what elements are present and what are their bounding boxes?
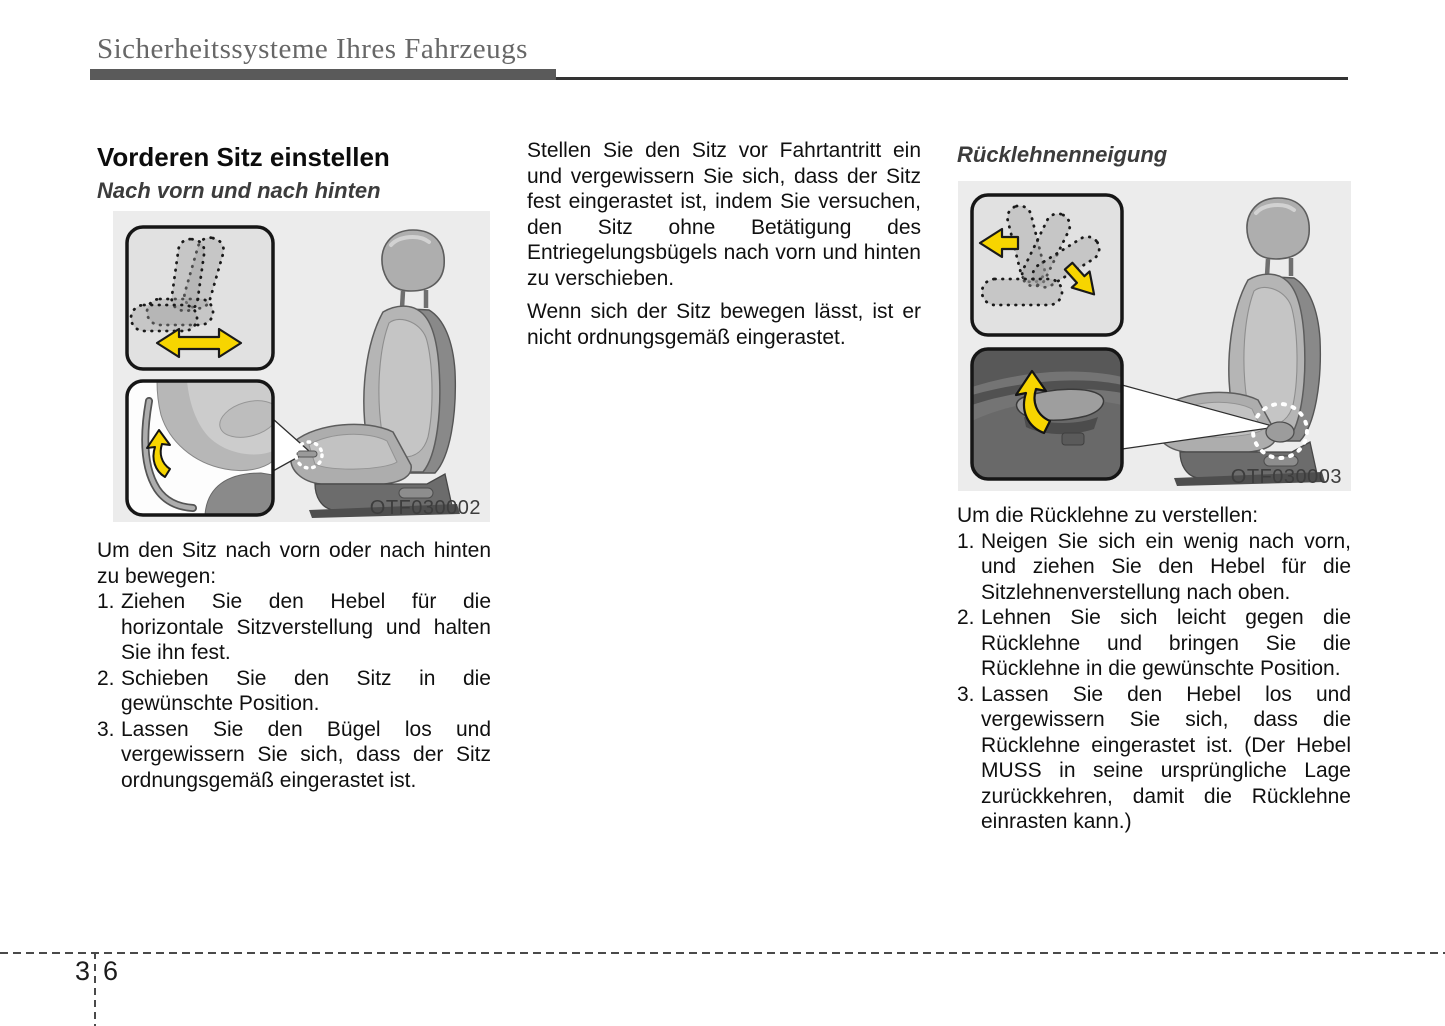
check-paragraph: Stellen Sie den Sitz vor Fahrtantritt ein und vergewissern Sie sich, dass der Sitz fest eingerastet ist, indem Sie versuchen, den Sitz ohne Betätigung des Entriegelungsbügels nach vorn und hinten zu verschieben.	[527, 139, 921, 290]
intro-paragraph: Um den Sitz nach vorn oder nach hinten zu bewegen:	[97, 539, 491, 588]
figure-seat-forward-back	[113, 211, 490, 522]
section-subheading: Rücklehnenneigung	[957, 142, 1168, 167]
intro-paragraph: Um die Rücklehne zu verstellen:	[957, 504, 1259, 527]
step-number: 3.	[97, 717, 115, 741]
slide-lever	[297, 451, 317, 457]
step-text: Neigen Sie sich ein wenig nach vorn, und ziehen Sie den Hebel für die Sitzlehnenverstellung nach oben.	[981, 529, 1351, 604]
footer-dashed-divider	[94, 952, 96, 1026]
column-check-lock	[527, 138, 921, 350]
step-text: Lassen Sie den Hebel los und vergewissern Sie sich, dass die Rücklehne eingerastet ist. (Der Hebel MUSS in seine ursprüngliche Lage zurückkehren, damit die Rücklehne einrasten kann.)	[981, 682, 1351, 833]
inset-slide-lever-closeup	[127, 381, 283, 515]
chapter-number: 3	[74, 956, 90, 986]
page-title: Sicherheitssysteme Ihres Fahrzeugs	[97, 33, 528, 65]
step-text: Ziehen Sie den Hebel für die horizontale Sitzverstellung und halten Sie ihn fest.	[121, 590, 491, 664]
warning-paragraph: Wenn sich der Sitz bewegen lässt, ist er nicht ordnungsgemäß eingerastet.	[527, 300, 921, 349]
figure-code-label: OTF030002	[369, 497, 481, 519]
step-item	[97, 717, 491, 794]
figure-seat-recline	[958, 181, 1351, 491]
recline-knob	[1266, 422, 1294, 442]
step-text: Lehnen Sie sich leicht gegen die Rücklehne und bringen Sie die Rücklehne in die gewünschte Position.	[981, 606, 1351, 680]
inset-recline-directions	[972, 195, 1122, 335]
inset-slide-directions	[127, 227, 273, 369]
step-item	[957, 682, 1351, 835]
step-text: Schieben Sie den Sitz in die gewünschte Position.	[121, 666, 491, 715]
inset-recline-lever-closeup	[972, 349, 1122, 479]
step-text: Lassen Sie den Bügel los und vergewissern Sie sich, dass der Sitz ordnungsgemäß eingerastet ist.	[121, 717, 491, 792]
section-heading: Vorderen Sitz einstellen	[97, 142, 390, 172]
section-subheading: Nach vorn und nach hinten	[97, 178, 381, 203]
step-number: 2.	[97, 666, 115, 690]
step-item	[957, 605, 1351, 682]
step-number: 1.	[97, 590, 115, 613]
step-item	[97, 589, 491, 666]
step-item	[957, 529, 1351, 606]
title-underline-thin-rule	[556, 77, 1348, 80]
footer-dashed-rule	[0, 952, 1445, 954]
step-item	[97, 666, 491, 717]
step-number: 2.	[957, 606, 975, 629]
step-number: 3.	[957, 682, 975, 706]
column-seatback-recline	[957, 138, 1351, 835]
column-front-seat-adjust	[97, 138, 491, 793]
step-number: 1.	[957, 529, 975, 553]
figure-code-label: OTF030003	[1230, 466, 1342, 488]
page-number: 6	[103, 956, 119, 986]
title-underline-bar	[90, 69, 556, 80]
